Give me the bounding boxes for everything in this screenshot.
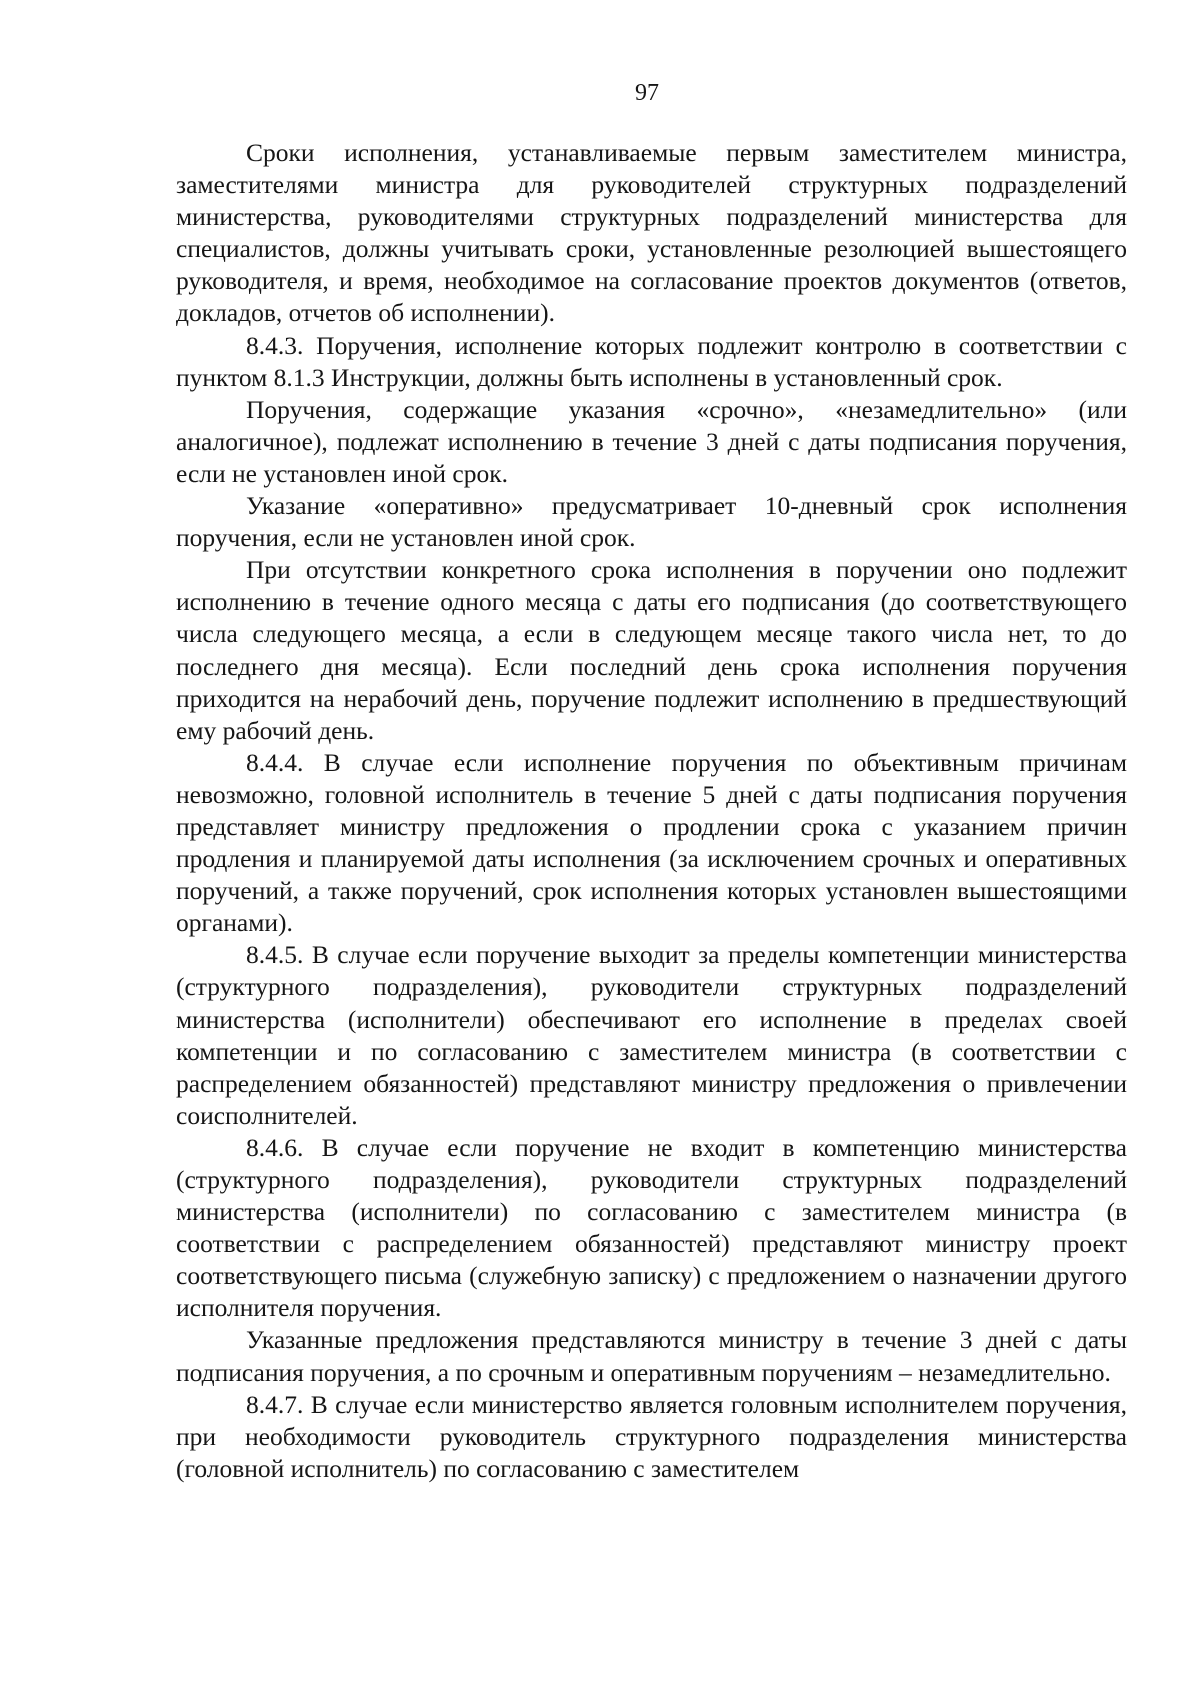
paragraph-proposals-timing: Указанные предложения представляются министру в течение 3 дней с даты подписания поручения, а по срочным и оперативным поручениям – незамедлительно. [176, 1325, 1127, 1387]
paragraph-8-4-7: 8.4.7. В случае если министерство является головным исполнителем поручения, при необходимости руководитель структурного подразделения министерства (головной исполнитель) по согласованию с заместителем [176, 1389, 1127, 1483]
paragraph-operational-orders: Указание «оперативно» предусматривает 10-дневный срок исполнения поручения, если не установлен иной срок. [176, 491, 1127, 553]
paragraph-8-4-5: 8.4.5. В случае если поручение выходит за пределы компетенции министерства (структурного подразделения), руководители структурных подразделений министерства (исполнители) обеспечивают его исполнение в пределах своей компетенции и по согласованию с заместителем министра (в соответствии с распределением обязанностей) представляют министру предложения о привлечении соисполнителей. [176, 940, 1127, 1130]
page-number: 97 [635, 80, 659, 106]
paragraph-no-deadline: При отсутствии конкретного срока исполнения в поручении оно подлежит исполнению в течение одного месяца с даты его подписания (до соответствующего числа следующего месяца, а если в следующем месяце такого числа нет, то до последнего дня месяца). Если последний день срока исполнения поручения приходится на нерабочий день, поручение подлежит исполнению в предшествующий ему рабочий день. [176, 555, 1127, 745]
paragraph-8-4-3: 8.4.3. Поручения, исполнение которых подлежит контролю в соответствии с пунктом 8.1.3 Инструкции, должны быть исполнены в установленный срок. [176, 330, 1127, 392]
paragraph-8-4-6: 8.4.6. В случае если поручение не входит в компетенцию министерства (структурного подразделения), руководители структурных подразделений министерства (исполнители) по согласованию с заместителем министра (в соответствии с распределением обязанностей) представляют министру проект соответствующего письма (служебную записку) с предложением о назначении другого исполнителя поручения. [176, 1132, 1127, 1323]
document-body [176, 137, 1127, 1485]
paragraph-urgent-orders: Поручения, содержащие указания «срочно», «незамедлительно» (или аналогичное), подлежат исполнению в течение 3 дней с даты подписания поручения, если не установлен иной срок. [176, 394, 1127, 488]
paragraph-8-4-4: 8.4.4. В случае если исполнение поручения по объективным причинам невозможно, головной исполнитель в течение 5 дней с даты подписания поручения представляет министру предложения о продлении срока с указанием причин продления и планируемой даты исполнения (за исключением срочных и оперативных поручений, а также поручений, срок исполнения которых установлен вышестоящими органами). [176, 747, 1127, 938]
paragraph-deadlines-by-deputies: Сроки исполнения, устанавливаемые первым заместителем министра, заместителями министра для руководителей структурных подразделений министерства, руководителями структурных подразделений министерства для специалистов, должны учитывать сроки, установленные резолюцией вышестоящего руководителя, и время, необходимое на согласование проектов документов (ответов, докладов, отчетов об исполнении). [176, 138, 1127, 328]
